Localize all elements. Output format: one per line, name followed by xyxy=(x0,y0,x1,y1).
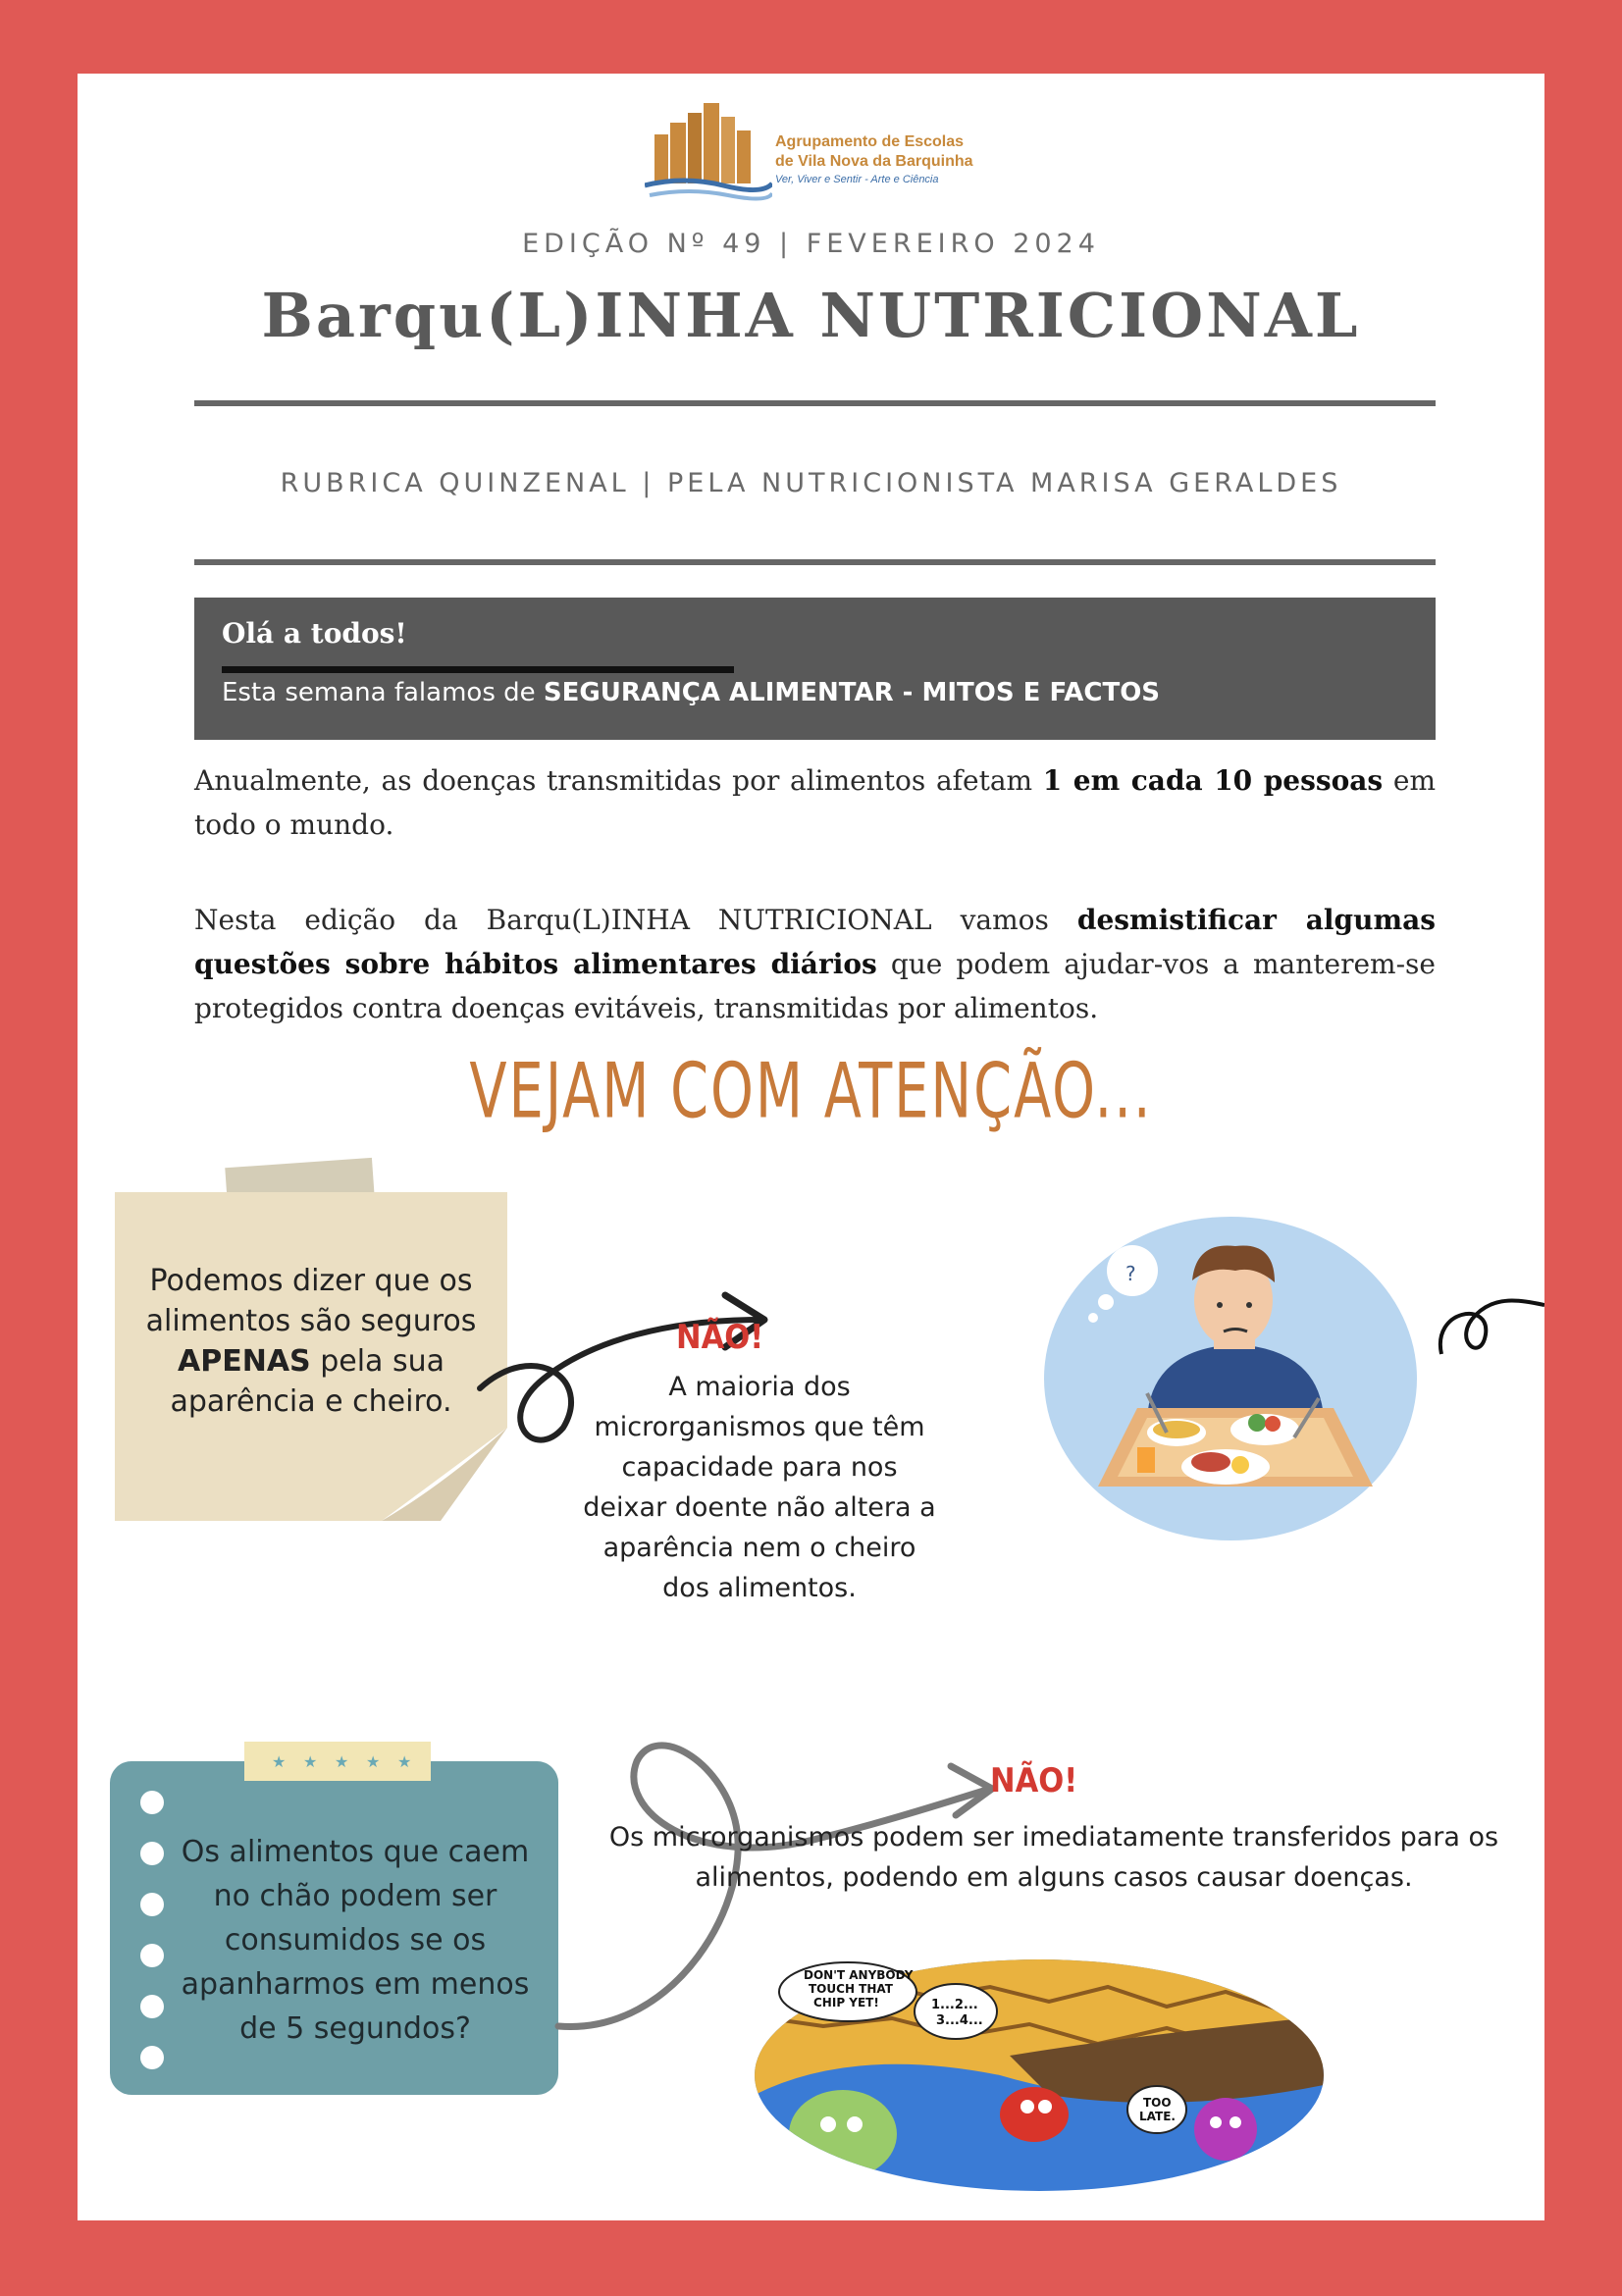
squiggle-icon xyxy=(1432,1261,1544,1369)
stars-icon xyxy=(244,1742,431,1781)
p2-text-c: que podem ajudar-vos a manterem-se protegidos contra doenças evitáveis, transmitidas por alimentos. xyxy=(194,948,1436,1024)
edition-line: EDIÇÃO Nº 49 | FEVEREIRO 2024 xyxy=(522,229,1100,259)
binder-hole xyxy=(140,1995,164,2018)
p1-text-a: Anualmente, as doenças transmitidas por alimentos afetam xyxy=(194,764,1043,797)
divider-top xyxy=(194,400,1436,406)
greeting: Olá a todos! xyxy=(222,617,407,650)
myth-2-card xyxy=(110,1761,558,2095)
intro-banner xyxy=(194,598,1436,740)
banner-topic-line xyxy=(222,678,1160,707)
binder-hole xyxy=(140,1791,164,1814)
comic-bubble-3: TOO LATE. xyxy=(1139,2096,1176,2123)
logo-line-1: Agrupamento de Escolas xyxy=(775,133,965,150)
p1-highlight: 1 em cada 10 pessoas xyxy=(1042,764,1384,797)
eating-man-icon xyxy=(1039,1212,1422,1545)
school-logo xyxy=(645,95,1037,203)
germs-chip-icon xyxy=(755,1957,1324,2193)
myth-2-question: Os alimentos que caem no chão podem ser consumidos se os apanharmos em menos de 5 segundos? xyxy=(181,1835,530,2046)
myth-1-answer: A maioria dos microrganismos que têm capacidade para nos deixar doente não altera a aparência nem o cheiro dos alimentos. xyxy=(583,1372,936,1603)
p1-text-c: em todo o mundo. xyxy=(194,764,1437,841)
logo-line-2: de Vila Nova da Barquinha xyxy=(775,153,973,170)
myth-1-note xyxy=(115,1192,507,1521)
svg-text:★: ★ xyxy=(335,1752,349,1771)
section-title: VEJAM COM ATENÇÃO... xyxy=(469,1045,1153,1136)
myth-2-verdict: NÃO! xyxy=(990,1761,1078,1800)
svg-text:★: ★ xyxy=(397,1752,412,1771)
svg-text:★: ★ xyxy=(272,1752,287,1771)
svg-text:★: ★ xyxy=(303,1752,318,1771)
newsletter-page xyxy=(78,74,1544,2220)
newsletter-subtitle: RUBRICA QUINZENAL | PELA NUTRICIONISTA MARISA GERALDES xyxy=(280,468,1342,498)
paragraph-2 xyxy=(194,898,1436,1030)
greeting-underline xyxy=(222,666,734,673)
banner-intro: Esta semana falamos de xyxy=(222,678,544,707)
banner-topic: SEGURANÇA ALIMENTAR - MITOS E FACTOS xyxy=(543,678,1161,707)
myth-1-q-a: Podemos dizer que os alimentos são seguros xyxy=(145,1264,477,1338)
myth-1-verdict: NÃO! xyxy=(676,1318,764,1357)
binder-hole xyxy=(140,2046,164,2069)
myth-2-answer: Os microrganismos podem ser imediatamente transferidos para os alimentos, podendo em alguns casos causar doenças. xyxy=(608,1822,1499,1893)
p2-highlight: desmistificar algumas questões sobre hábitos alimentares diários xyxy=(194,904,1437,980)
svg-text:★: ★ xyxy=(366,1752,381,1771)
logo-line-3: Ver, Viver e Sentir - Arte e Ciência xyxy=(775,174,939,185)
germs-comic xyxy=(755,1957,1324,2193)
divider-bottom xyxy=(194,559,1436,565)
p2-text-a: Nesta edição da Barqu(L)INHA NUTRICIONAL vamos xyxy=(194,904,1077,936)
myth-1-q-c: pela sua aparência e cheiro. xyxy=(170,1344,452,1419)
paragraph-1 xyxy=(194,758,1436,847)
confused-man-illustration xyxy=(1039,1212,1422,1545)
myth-1-question xyxy=(134,1261,488,1422)
comic-bubble-2: 1...2... 3...4... xyxy=(931,1998,983,2028)
newsletter-title: Barqu(L)INHA NUTRICIONAL xyxy=(261,280,1361,351)
binder-hole xyxy=(140,1842,164,1865)
binder-hole xyxy=(140,1893,164,1916)
binder-hole xyxy=(140,1944,164,1967)
thought-text: ? xyxy=(1125,1262,1136,1285)
logo-towers-icon xyxy=(645,95,772,203)
star-tape xyxy=(244,1742,431,1781)
logo-text xyxy=(775,132,973,187)
myth-1-q-emphasis: APENAS xyxy=(178,1344,311,1379)
comic-bubble-1: DON'T ANYBODY TOUCH THAT CHIP YET! xyxy=(804,1968,914,2009)
